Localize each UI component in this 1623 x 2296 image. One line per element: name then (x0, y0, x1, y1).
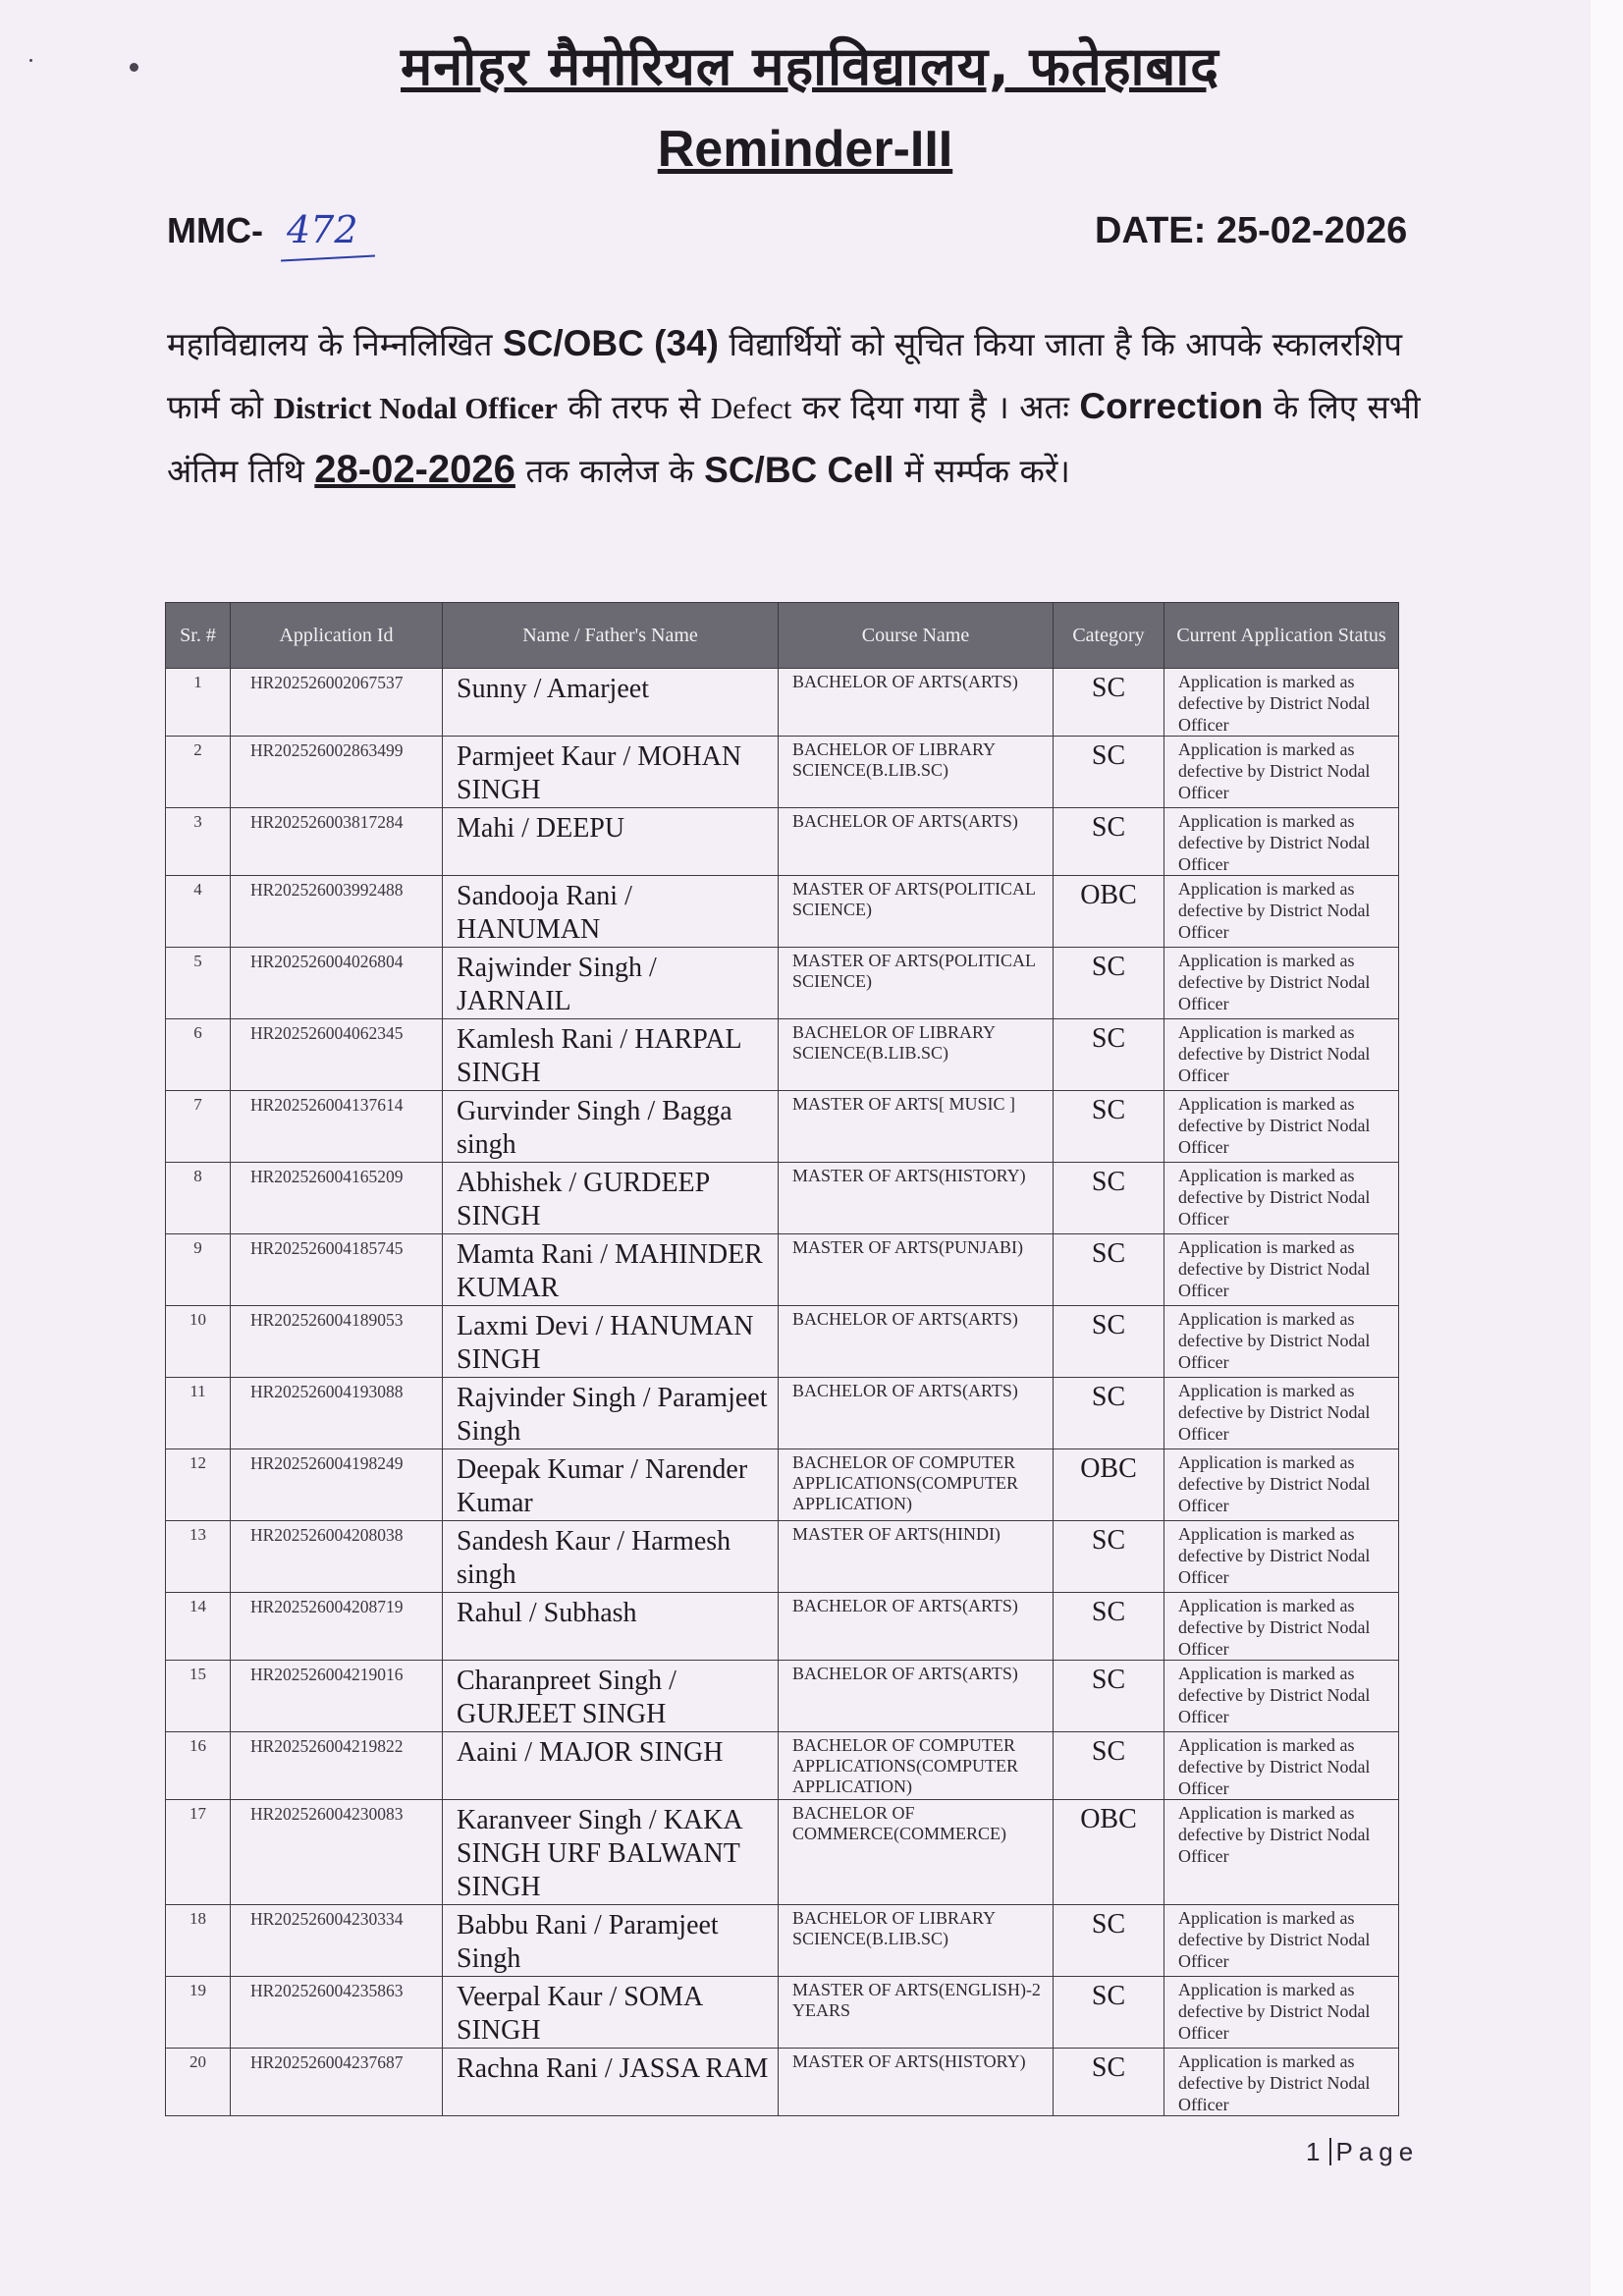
reminder-title: Reminder-III (657, 121, 953, 178)
row-status: Application is marked as defective by District Nodal Officer (1164, 948, 1399, 1019)
notice-text: तक कालेज के (525, 452, 694, 490)
row-name: Rajvinder Singh / Paramjeet Singh (443, 1378, 779, 1449)
table-row (166, 1905, 1399, 1977)
row-course: MASTER OF ARTS(HINDI) (779, 1521, 1054, 1593)
row-name: Parmjeet Kaur / MOHAN SINGH (443, 737, 779, 808)
row-course: MASTER OF ARTS(HISTORY) (779, 1163, 1054, 1234)
row-application-id: HR202526004062345 (231, 1019, 443, 1091)
page-edge (1591, 0, 1623, 2296)
row-application-id: HR202526004189053 (231, 1306, 443, 1378)
table-row (166, 1521, 1399, 1593)
table-row (166, 1661, 1399, 1732)
row-application-id: HR202526003992488 (231, 876, 443, 948)
header-course: Course Name (779, 603, 1054, 669)
row-name: Sunny / Amarjeet (443, 669, 779, 737)
row-sr: 5 (166, 948, 231, 1019)
row-status: Application is marked as defective by District Nodal Officer (1164, 737, 1399, 808)
notice-text: में सर्म्पक करें। (903, 452, 1070, 490)
row-category: SC (1054, 1163, 1164, 1234)
row-application-id: HR202526004219822 (231, 1732, 443, 1800)
row-category: SC (1054, 669, 1164, 737)
row-category: SC (1054, 2049, 1164, 2116)
row-category: SC (1054, 808, 1164, 876)
notice-group: SC/OBC (34) (502, 323, 719, 363)
row-status: Application is marked as defective by District Nodal Officer (1164, 808, 1399, 876)
reference-number: 472 (287, 208, 358, 251)
row-sr: 9 (166, 1234, 231, 1306)
header-category: Category (1054, 603, 1164, 669)
row-status: Application is marked as defective by District Nodal Officer (1164, 1163, 1399, 1234)
row-name: Mamta Rani / MAHINDER KUMAR (443, 1234, 779, 1306)
page-divider (1329, 2138, 1331, 2165)
row-application-id: HR202526004219016 (231, 1661, 443, 1732)
row-name: Sandooja Rani / HANUMAN (443, 876, 779, 948)
notice-officer: District Nodal Officer (273, 391, 558, 425)
row-course: BACHELOR OF COMPUTER APPLICATIONS(COMPUTER APPLICATION) (779, 1449, 1054, 1521)
row-category: SC (1054, 1234, 1164, 1306)
row-category: SC (1054, 1593, 1164, 1661)
row-category: SC (1054, 948, 1164, 1019)
row-status: Application is marked as defective by District Nodal Officer (1164, 1905, 1399, 1977)
row-name: Laxmi Devi / HANUMAN SINGH (443, 1306, 779, 1378)
row-course: BACHELOR OF LIBRARY SCIENCE(B.LIB.SC) (779, 1019, 1054, 1091)
row-course: MASTER OF ARTS(PUNJABI) (779, 1234, 1054, 1306)
row-sr: 15 (166, 1661, 231, 1732)
row-category: SC (1054, 1091, 1164, 1163)
row-status: Application is marked as defective by District Nodal Officer (1164, 1521, 1399, 1593)
row-application-id: HR202526004185745 (231, 1234, 443, 1306)
page-number: 1 (1306, 2137, 1326, 2166)
row-status: Application is marked as defective by District Nodal Officer (1164, 1800, 1399, 1905)
scan-speck (29, 59, 32, 62)
row-sr: 18 (166, 1905, 231, 1977)
table-row (166, 1019, 1399, 1091)
row-application-id: HR202526004208038 (231, 1521, 443, 1593)
table-row (166, 1732, 1399, 1800)
row-sr: 16 (166, 1732, 231, 1800)
row-name: Sandesh Kaur / Harmesh singh (443, 1521, 779, 1593)
row-name: Babbu Rani / Paramjeet Singh (443, 1905, 779, 1977)
row-status: Application is marked as defective by District Nodal Officer (1164, 1234, 1399, 1306)
notice-text: कर दिया गया है । अतः (801, 388, 1069, 426)
header-name: Name / Father's Name (443, 603, 779, 669)
row-course: MASTER OF ARTS[ MUSIC ] (779, 1091, 1054, 1163)
row-category: OBC (1054, 1449, 1164, 1521)
row-status: Application is marked as defective by District Nodal Officer (1164, 2049, 1399, 2116)
row-name: Charanpreet Singh / GURJEET SINGH (443, 1661, 779, 1732)
row-sr: 14 (166, 1593, 231, 1661)
row-course: BACHELOR OF LIBRARY SCIENCE(B.LIB.SC) (779, 737, 1054, 808)
row-application-id: HR202526004137614 (231, 1091, 443, 1163)
notice-correction: Correction (1079, 386, 1264, 426)
row-category: SC (1054, 1019, 1164, 1091)
student-table (165, 602, 1399, 2116)
row-name: Kamlesh Rani / HARPAL SINGH (443, 1019, 779, 1091)
row-application-id: HR202526004193088 (231, 1378, 443, 1449)
row-name: Deepak Kumar / Narender Kumar (443, 1449, 779, 1521)
row-sr: 4 (166, 876, 231, 948)
row-course: BACHELOR OF COMPUTER APPLICATIONS(COMPUTER APPLICATION) (779, 1732, 1054, 1800)
row-course: MASTER OF ARTS(HISTORY) (779, 2049, 1054, 2116)
row-application-id: HR202526002863499 (231, 737, 443, 808)
row-sr: 11 (166, 1378, 231, 1449)
table-row (166, 1378, 1399, 1449)
row-name: Gurvinder Singh / Bagga singh (443, 1091, 779, 1163)
page-label: Page (1335, 2137, 1420, 2166)
row-course: BACHELOR OF COMMERCE(COMMERCE) (779, 1800, 1054, 1905)
table-row (166, 876, 1399, 948)
row-course: BACHELOR OF ARTS(ARTS) (779, 808, 1054, 876)
handwritten-underline (281, 254, 375, 261)
row-sr: 12 (166, 1449, 231, 1521)
notice-paragraph (167, 312, 1453, 502)
table-row (166, 1163, 1399, 1234)
row-sr: 17 (166, 1800, 231, 1905)
row-category: SC (1054, 1732, 1164, 1800)
table-row (166, 737, 1399, 808)
row-sr: 7 (166, 1091, 231, 1163)
row-category: SC (1054, 1905, 1164, 1977)
table-row (166, 2049, 1399, 2116)
notice-deadline: 28-02-2026 (314, 448, 515, 491)
row-sr: 2 (166, 737, 231, 808)
row-name: Rahul / Subhash (443, 1593, 779, 1661)
table-row (166, 948, 1399, 1019)
header-sr: Sr. # (166, 603, 231, 669)
row-course: MASTER OF ARTS(POLITICAL SCIENCE) (779, 948, 1054, 1019)
row-category: SC (1054, 1521, 1164, 1593)
row-course: BACHELOR OF ARTS(ARTS) (779, 1593, 1054, 1661)
row-status: Application is marked as defective by District Nodal Officer (1164, 1977, 1399, 2049)
table-row (166, 1449, 1399, 1521)
row-course: MASTER OF ARTS(ENGLISH)-2 YEARS (779, 1977, 1054, 2049)
row-application-id: HR202526004165209 (231, 1163, 443, 1234)
notice-text: विद्यार्थियों को सूचित किया जाता है कि आपके स्कालरशिप फार्म को (167, 325, 1402, 426)
row-category: OBC (1054, 1800, 1164, 1905)
row-course: BACHELOR OF ARTS(ARTS) (779, 1661, 1054, 1732)
table-row (166, 808, 1399, 876)
table-row (166, 1977, 1399, 2049)
table-row (166, 1234, 1399, 1306)
row-name: Veerpal Kaur / SOMA SINGH (443, 1977, 779, 2049)
table-row (166, 1091, 1399, 1163)
row-course: BACHELOR OF ARTS(ARTS) (779, 1378, 1054, 1449)
row-sr: 13 (166, 1521, 231, 1593)
row-name: Abhishek / GURDEEP SINGH (443, 1163, 779, 1234)
row-status: Application is marked as defective by District Nodal Officer (1164, 1449, 1399, 1521)
notice-cell: SC/BC Cell (704, 450, 894, 490)
row-application-id: HR202526004230083 (231, 1800, 443, 1905)
row-course: BACHELOR OF ARTS(ARTS) (779, 1306, 1054, 1378)
row-name: Karanveer Singh / KAKA SINGH URF BALWANT SINGH (443, 1800, 779, 1905)
row-sr: 6 (166, 1019, 231, 1091)
row-category: SC (1054, 1306, 1164, 1378)
row-name: Rachna Rani / JASSA RAM (443, 2049, 779, 2116)
table-row (166, 1306, 1399, 1378)
notice-text: की तरफ से (568, 388, 701, 426)
row-category: SC (1054, 1661, 1164, 1732)
page-footer (1306, 2137, 1419, 2167)
row-sr: 19 (166, 1977, 231, 2049)
row-course: MASTER OF ARTS(POLITICAL SCIENCE) (779, 876, 1054, 948)
row-application-id: HR202526004235863 (231, 1977, 443, 2049)
row-sr: 3 (166, 808, 231, 876)
row-status: Application is marked as defective by District Nodal Officer (1164, 876, 1399, 948)
row-name: Aaini / MAJOR SINGH (443, 1732, 779, 1800)
row-sr: 1 (166, 669, 231, 737)
row-application-id: HR202526004237687 (231, 2049, 443, 2116)
row-sr: 10 (166, 1306, 231, 1378)
table-row (166, 669, 1399, 737)
row-category: OBC (1054, 876, 1164, 948)
row-name: Rajwinder Singh / JARNAIL (443, 948, 779, 1019)
row-course: BACHELOR OF LIBRARY SCIENCE(B.LIB.SC) (779, 1905, 1054, 1977)
row-application-id: HR202526004208719 (231, 1593, 443, 1661)
row-course: BACHELOR OF ARTS(ARTS) (779, 669, 1054, 737)
row-status: Application is marked as defective by District Nodal Officer (1164, 1091, 1399, 1163)
row-sr: 20 (166, 2049, 231, 2116)
row-status: Application is marked as defective by District Nodal Officer (1164, 669, 1399, 737)
scan-speck (130, 63, 138, 72)
row-category: SC (1054, 1977, 1164, 2049)
notice-text: महाविद्यालय के निम्नलिखित (167, 325, 493, 363)
header-application-id: Application Id (231, 603, 443, 669)
row-status: Application is marked as defective by District Nodal Officer (1164, 1306, 1399, 1378)
row-status: Application is marked as defective by District Nodal Officer (1164, 1019, 1399, 1091)
header-status: Current Application Status (1164, 603, 1399, 669)
table-body (166, 669, 1399, 2116)
table-row (166, 1593, 1399, 1661)
college-name: मनोहर मैमोरियल महाविद्यालय, फतेहाबाद (401, 35, 1219, 97)
row-application-id: HR202526004026804 (231, 948, 443, 1019)
row-status: Application is marked as defective by District Nodal Officer (1164, 1661, 1399, 1732)
table-row (166, 1800, 1399, 1905)
reference-label: MMC- (167, 210, 263, 250)
row-application-id: HR202526003817284 (231, 808, 443, 876)
row-status: Application is marked as defective by District Nodal Officer (1164, 1378, 1399, 1449)
row-status: Application is marked as defective by District Nodal Officer (1164, 1593, 1399, 1661)
row-name: Mahi / DEEPU (443, 808, 779, 876)
row-application-id: HR202526004230334 (231, 1905, 443, 1977)
row-status: Application is marked as defective by District Nodal Officer (1164, 1732, 1399, 1800)
row-sr: 8 (166, 1163, 231, 1234)
row-application-id: HR202526002067537 (231, 669, 443, 737)
notice-text: के लिए सभी अंतिम तिथि (167, 388, 1421, 490)
row-category: SC (1054, 1378, 1164, 1449)
row-category: SC (1054, 737, 1164, 808)
row-application-id: HR202526004198249 (231, 1449, 443, 1521)
document-date: DATE: 25-02-2026 (1095, 210, 1408, 251)
table-header-row (166, 603, 1399, 669)
notice-defect: Defect (710, 391, 792, 425)
